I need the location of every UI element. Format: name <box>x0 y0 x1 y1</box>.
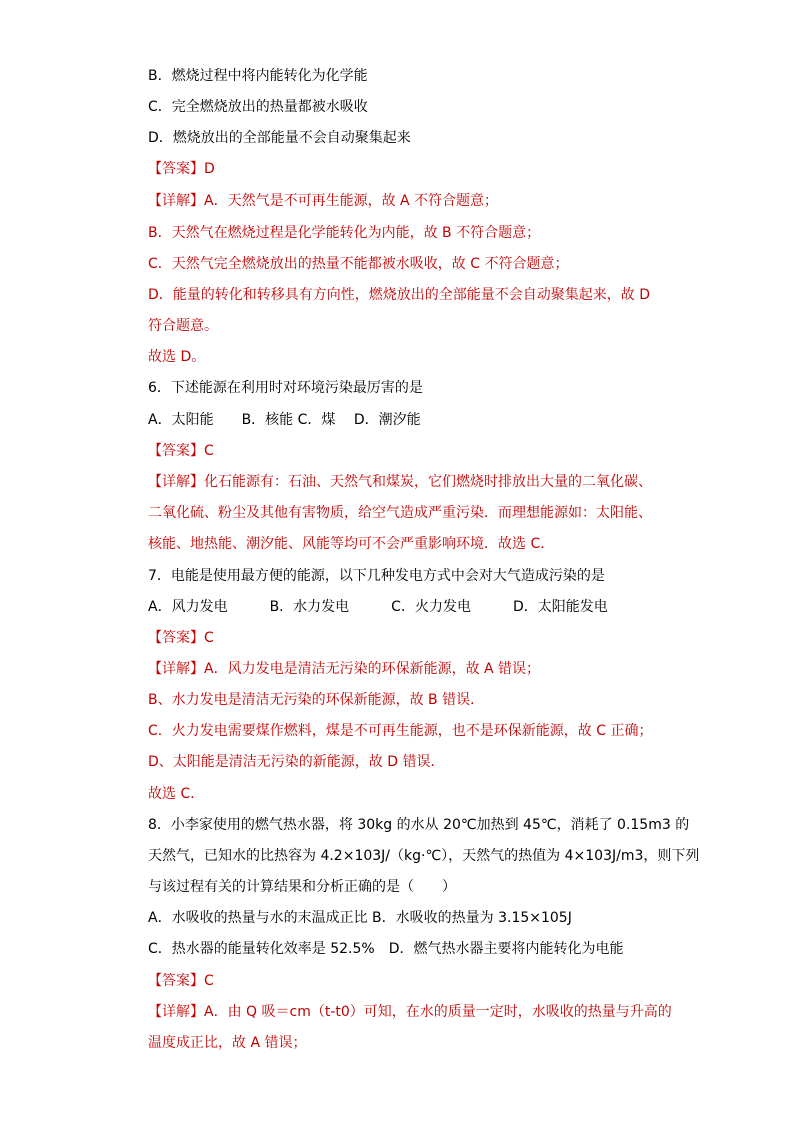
line-text: A．水吸收的热量与水的末温成正比 B．水吸收的热量为 3.15×105J <box>148 910 572 926</box>
answer-tag: 【答案】 <box>148 161 204 177</box>
line-text: 二氧化硫、粉尘及其他有害物质，给空气造成严重污染．而理想能源如：太阳能、 <box>148 505 652 521</box>
answer-tag: 【答案】 <box>148 973 204 989</box>
explanation-line <box>148 503 652 523</box>
detail-tag: 【详解】 <box>148 474 204 490</box>
explanation-line <box>148 752 444 772</box>
text-line <box>148 908 572 928</box>
line-text: C <box>204 443 214 459</box>
explanation-line <box>148 472 652 492</box>
answer-tag: 【答案】 <box>148 443 204 459</box>
line-text: C．完全燃烧放出的热量都被水吸收 <box>148 99 368 115</box>
answer-line <box>148 441 214 461</box>
line-text: 天然气，已知水的比热容为 4.2×103J/（kg·℃），天然气的热值为 4×103J/m3，则下列 <box>148 848 700 864</box>
explanation-line <box>148 316 218 336</box>
line-text: A．由 Q 吸＝cm（t-t0）可知，在水的质量一定时，水吸收的热量与升高的 <box>204 1004 672 1020</box>
explanation-line <box>148 1002 672 1022</box>
detail-tag: 【详解】 <box>148 661 204 677</box>
line-text: A．天然气是不可再生能源，故 A 不符合题意； <box>204 193 499 209</box>
text-line <box>148 128 411 148</box>
text-line <box>148 597 608 617</box>
explanation-line <box>148 784 204 804</box>
line-text: C <box>204 973 214 989</box>
explanation-line <box>148 690 484 710</box>
detail-tag: 【详解】 <box>148 1004 204 1020</box>
line-text: 7．电能是使用最方便的能源，以下几种发电方式中会对大气造成污染的是 <box>148 568 605 584</box>
line-text: 化石能源有：石油、天然气和煤炭，它们燃烧时排放出大量的二氧化碳、 <box>204 474 652 490</box>
explanation-line <box>148 534 545 554</box>
text-line <box>148 566 605 586</box>
text-line <box>148 815 689 835</box>
line-text: C．天然气完全燃烧放出的热量不能都被水吸收，故 C 不符合题意； <box>148 256 569 272</box>
line-text: 符合题意。 <box>148 318 218 334</box>
line-text: A．太阳能 B．核能 C．煤 D．潮汐能 <box>148 412 421 428</box>
text-line <box>148 378 423 398</box>
explanation-line <box>148 285 650 305</box>
explanation-line <box>148 1033 306 1053</box>
line-text: 故选 D。 <box>148 349 206 365</box>
answer-line <box>148 971 214 991</box>
text-line <box>148 939 623 959</box>
text-line <box>148 410 421 430</box>
answer-line <box>148 628 214 648</box>
line-text: B．天然气在燃烧过程是化学能转化为内能，故 B 不符合题意； <box>148 225 541 241</box>
line-text: D <box>204 161 215 177</box>
line-text: D、太阳能是清洁无污染的新能源，故 D 错误． <box>148 754 445 770</box>
line-text: 8．小李家使用的燃气热水器，将 30kg 的水从 20℃加热到 45℃，消耗了 0.15m3 的 <box>148 817 690 833</box>
detail-tag: 【详解】 <box>148 193 204 209</box>
line-text: 故选 C． <box>148 786 205 802</box>
text-line <box>148 97 368 117</box>
line-text: 核能、地热能、潮汐能、风能等均可不会严重影响环境．故选 C. <box>148 536 545 552</box>
explanation-line <box>148 254 568 274</box>
explanation-line <box>148 347 205 367</box>
line-text: 6．下述能源在利用时对环境污染最厉害的是 <box>148 380 423 396</box>
explanation-line <box>148 659 540 679</box>
explanation-line <box>148 191 498 211</box>
line-text: A．风力发电是清洁无污染的环保新能源，故 A 错误； <box>204 661 541 677</box>
text-line <box>148 877 456 897</box>
line-text: C <box>204 630 214 646</box>
line-text: C．火力发电需要煤作燃料，煤是不可再生能源，也不是环保新能源，故 C 正确； <box>148 723 653 739</box>
answer-line <box>148 159 215 179</box>
line-text: D．能量的转化和转移具有方向性，燃烧放出的全部能量不会自动聚集起来，故 D <box>148 287 651 303</box>
line-text: C．热水器的能量转化效率是 52.5% D．燃气热水器主要将内能转化为电能 <box>148 941 624 957</box>
line-text: B．燃烧过程中将内能转化为化学能 <box>148 68 368 84</box>
line-text: 温度成正比，故 A 错误； <box>148 1035 307 1051</box>
explanation-line <box>148 721 652 741</box>
line-text: A．风力发电 B．水力发电 C．火力发电 D．太阳能发电 <box>148 599 608 615</box>
line-text: B、水力发电是清洁无污染的环保新能源，故 B 错误． <box>148 692 485 708</box>
text-line <box>148 846 699 866</box>
line-text: D．燃烧放出的全部能量不会自动聚集起来 <box>148 130 411 146</box>
answer-tag: 【答案】 <box>148 630 204 646</box>
line-text: 与该过程有关的计算结果和分析正确的是（ ） <box>148 879 456 895</box>
explanation-line <box>148 223 540 243</box>
text-line <box>148 66 368 86</box>
